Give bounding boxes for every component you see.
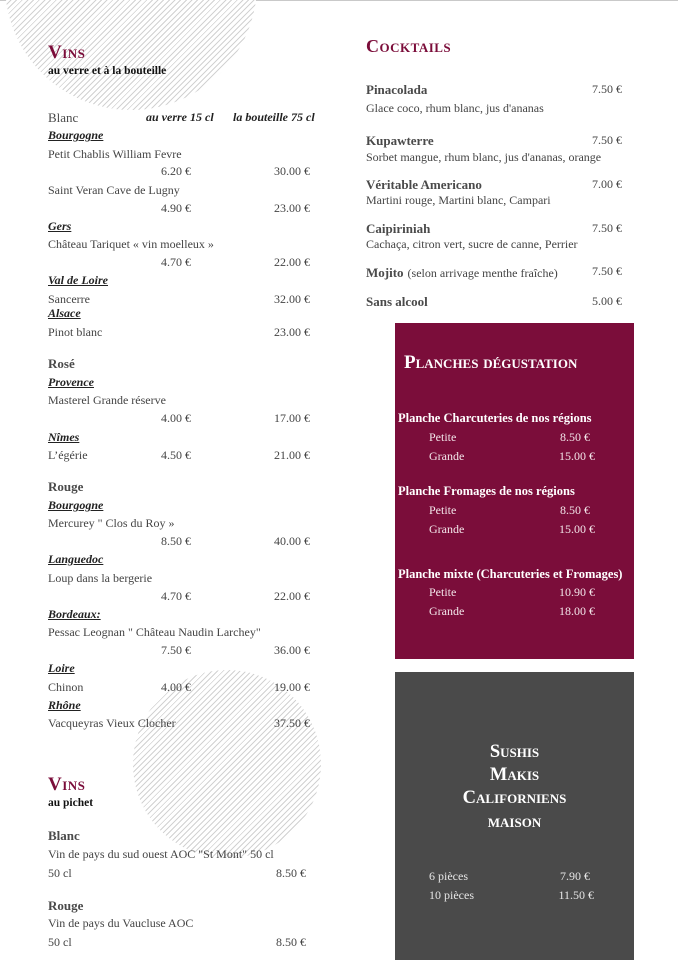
region-loire: Loire bbox=[48, 661, 75, 675]
price-bottle: 23.00 € bbox=[274, 201, 310, 215]
wine-item: L’égérie bbox=[48, 448, 88, 462]
col-glass-header: au verre 15 cl bbox=[146, 110, 214, 124]
planche-price: 15.00 € bbox=[559, 522, 595, 536]
cocktail-name: Mojito bbox=[366, 265, 404, 280]
cocktail-price: 7.00 € bbox=[592, 177, 622, 191]
planche-size: Grande bbox=[429, 522, 465, 536]
wine-item: Mercurey " Clos du Roy » bbox=[48, 516, 175, 530]
wine-item: Pessac Leognan " Château Naudin Larchey" bbox=[48, 625, 261, 639]
region-val-de-loire: Val de Loire bbox=[48, 273, 108, 287]
pichet-blanc-price: 8.50 € bbox=[276, 866, 306, 880]
sushi-price: 11.50 € bbox=[558, 888, 594, 902]
planche-name: Planche Charcuteries de nos régions bbox=[398, 411, 592, 425]
wine-item: Loup dans la bergerie bbox=[48, 571, 153, 585]
cocktail-name: Kupawterre bbox=[366, 133, 434, 148]
cocktail-desc: Martini rouge, Martini blanc, Campari bbox=[366, 193, 551, 207]
wine-item: Château Tariquet « vin moelleux » bbox=[48, 237, 214, 251]
price-glass: 6.20 € bbox=[161, 164, 191, 178]
price-glass: 7.50 € bbox=[161, 643, 191, 657]
cocktail-name: Pinacolada bbox=[366, 82, 428, 97]
wine-item: Vacqueyras Vieux Clocher bbox=[48, 716, 176, 730]
blanc-label: Blanc bbox=[48, 110, 79, 125]
cocktail-price: 7.50 € bbox=[592, 82, 622, 96]
price-bottle: 37.50 € bbox=[274, 716, 310, 730]
sushis-title-line3: Californiens bbox=[462, 788, 567, 808]
wines-subtitle: au verre et à la bouteille bbox=[48, 65, 167, 77]
cocktail-price: 7.50 € bbox=[592, 264, 622, 278]
price-glass: 8.50 € bbox=[161, 534, 191, 548]
cocktail-price: 7.50 € bbox=[592, 133, 622, 147]
price-bottle: 36.00 € bbox=[274, 643, 310, 657]
price-bottle: 22.00 € bbox=[274, 589, 310, 603]
price-bottle: 23.00 € bbox=[274, 325, 310, 339]
rose-label: Rosé bbox=[48, 356, 75, 371]
region-bordeaux: Bordeaux: bbox=[48, 607, 101, 621]
planche-size: Petite bbox=[429, 430, 457, 444]
planche-price: 8.50 € bbox=[560, 503, 590, 517]
planche-size: Grande bbox=[429, 604, 465, 618]
pichet-blanc-desc: Vin de pays du sud ouest AOC "St Mont" 50 cl bbox=[48, 847, 274, 861]
region-rhone: Rhône bbox=[48, 698, 81, 712]
region-bourgogne-rouge: Bourgogne bbox=[48, 498, 104, 512]
price-bottle: 22.00 € bbox=[274, 255, 310, 269]
planche-size: Grande bbox=[429, 449, 465, 463]
wine-item: Pinot blanc bbox=[48, 325, 103, 339]
pichet-title: Vins bbox=[48, 774, 86, 795]
pichet-blanc-label: Blanc bbox=[48, 828, 80, 843]
cocktail-name: Sans alcool bbox=[366, 294, 428, 309]
pichet-rouge-label: Rouge bbox=[48, 898, 84, 913]
price-glass: 4.50 € bbox=[161, 448, 191, 462]
cocktail-note: (selon arrivage menthe fraîche) bbox=[407, 266, 558, 280]
pichet-rouge-desc: Vin de pays du Vaucluse AOC bbox=[48, 916, 194, 930]
planche-name: Planche mixte (Charcuteries et Fromages) bbox=[398, 567, 623, 581]
planches-title: Planches dégustation bbox=[404, 352, 578, 373]
planche-size: Petite bbox=[429, 503, 457, 517]
planche-name: Planche Fromages de nos régions bbox=[398, 484, 575, 498]
rouge-label: Rouge bbox=[48, 479, 84, 494]
price-bottle: 17.00 € bbox=[274, 411, 310, 425]
decorative-hatched-circle-bottom bbox=[133, 670, 321, 858]
sushis-title-line2: Makis bbox=[489, 765, 540, 785]
cocktail-desc: Cachaça, citron vert, sucre de canne, Perrier bbox=[366, 237, 578, 251]
region-gers: Gers bbox=[48, 219, 72, 233]
cocktails-title: Cocktails bbox=[366, 36, 452, 56]
price-glass: 4.70 € bbox=[161, 255, 191, 269]
pichet-subtitle: au pichet bbox=[48, 797, 94, 809]
region-languedoc: Languedoc bbox=[48, 552, 104, 566]
cocktail-mojito-line bbox=[366, 264, 558, 282]
cocktail-name: Caipiriniah bbox=[366, 221, 431, 236]
planche-size: Petite bbox=[429, 585, 457, 599]
region-provence: Provence bbox=[48, 375, 94, 389]
sushi-size: 6 pièces bbox=[429, 869, 468, 883]
planche-price: 8.50 € bbox=[560, 430, 590, 444]
planche-price: 10.90 € bbox=[559, 585, 595, 599]
cocktail-desc: Sorbet mangue, rhum blanc, jus d'ananas, orange bbox=[366, 150, 602, 164]
planche-price: 15.00 € bbox=[559, 449, 595, 463]
sushi-price: 7.90 € bbox=[560, 869, 590, 883]
pichet-blanc-size: 50 cl bbox=[48, 866, 72, 880]
price-bottle: 19.00 € bbox=[274, 680, 310, 694]
wine-item: Masterel Grande réserve bbox=[48, 393, 166, 407]
wines-title: Vins bbox=[48, 42, 86, 63]
price-bottle: 21.00 € bbox=[274, 448, 310, 462]
price-glass: 4.70 € bbox=[161, 589, 191, 603]
cocktail-desc: Glace coco, rhum blanc, jus d'ananas bbox=[366, 101, 544, 115]
wine-item: Saint Veran Cave de Lugny bbox=[48, 183, 180, 197]
sushis-title-line4: maison bbox=[487, 812, 542, 832]
region-alsace: Alsace bbox=[48, 306, 81, 320]
price-bottle: 40.00 € bbox=[274, 534, 310, 548]
price-bottle: 30.00 € bbox=[274, 164, 310, 178]
sushi-size: 10 pièces bbox=[429, 888, 474, 902]
region-nimes: Nîmes bbox=[48, 430, 80, 444]
cocktail-price: 7.50 € bbox=[592, 221, 622, 235]
decorative-hatched-circle-top bbox=[5, 0, 257, 110]
price-glass: 4.00 € bbox=[161, 680, 191, 694]
price-bottle: 32.00 € bbox=[274, 292, 310, 306]
cocktail-price: 5.00 € bbox=[592, 294, 622, 308]
sushis-title-line1: Sushis bbox=[489, 742, 540, 762]
cocktail-name: Véritable Americano bbox=[366, 177, 482, 192]
wine-item: Sancerre bbox=[48, 292, 90, 306]
region-bourgogne: Bourgogne bbox=[48, 128, 104, 142]
price-glass: 4.90 € bbox=[161, 201, 191, 215]
wine-item: Petit Chablis William Fevre bbox=[48, 147, 182, 161]
wine-item: Chinon bbox=[48, 680, 84, 694]
pichet-rouge-size: 50 cl bbox=[48, 935, 72, 949]
col-bottle-header: la bouteille 75 cl bbox=[233, 110, 315, 124]
planche-price: 18.00 € bbox=[559, 604, 595, 618]
price-glass: 4.00 € bbox=[161, 411, 191, 425]
pichet-rouge-price: 8.50 € bbox=[276, 935, 306, 949]
